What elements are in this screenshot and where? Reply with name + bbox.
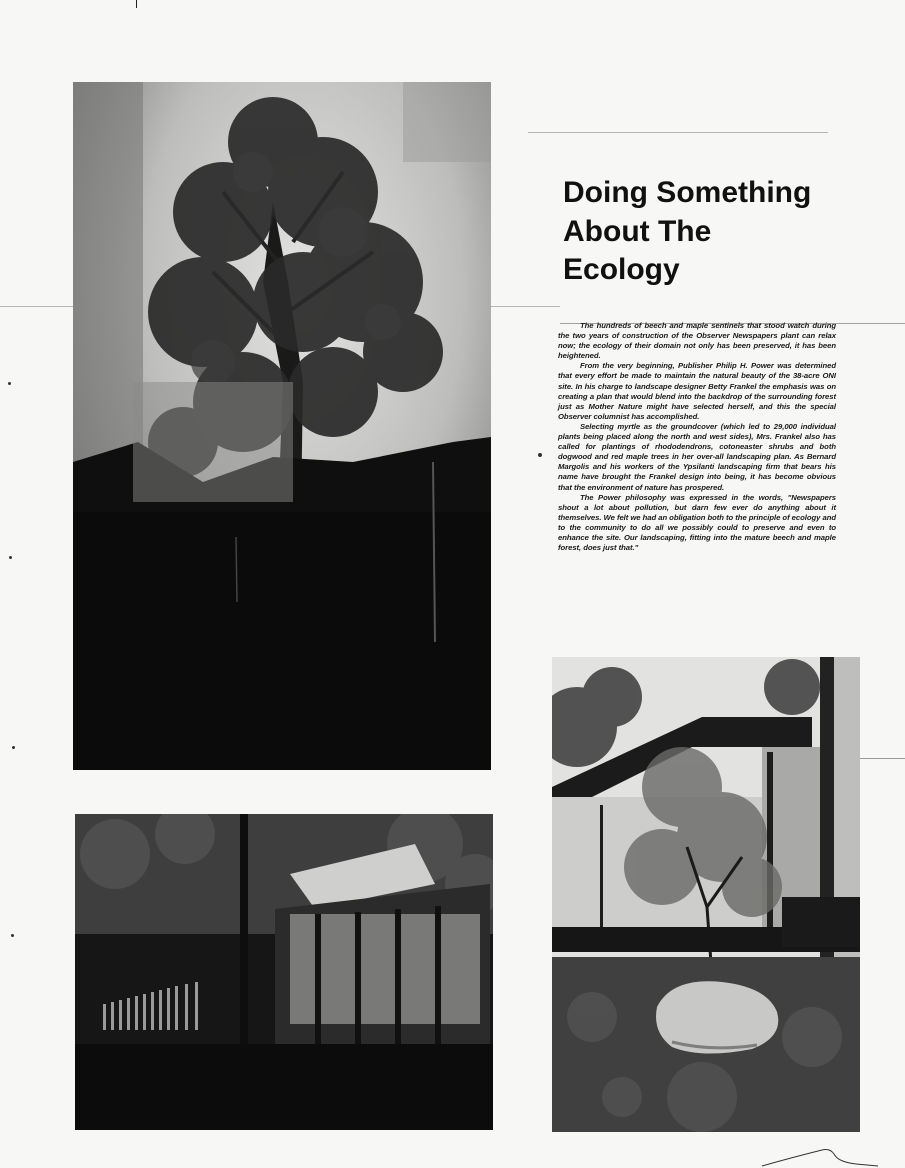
scan-speck [12, 746, 15, 749]
scan-line [528, 132, 828, 133]
scan-speck [11, 934, 14, 937]
scan-mark [136, 0, 137, 8]
scan-squiggle [760, 1146, 880, 1168]
article-paragraph: Selecting myrtle as the groundcover (which led to 29,000 individual plants being placed along the north and west sides), Mrs. Frankel also has called for plantings of rhododendrons, cotoneaster shrubs and both dogwood and red maple trees in her over-all landscaping plan. As Bernard Margolis and his workers of the Ypsilanti landscaping firm that bears his name have brought the Frankel design into being, it has become obvious that the environment of nature has prospered. [558, 421, 836, 492]
scan-speck [9, 556, 12, 559]
scan-line [860, 758, 905, 759]
article-paragraph: The hundreds of beech and maple sentinels that stood watch during the two years of construction of the Observer Newspapers plant can relax now; the ecology of their domain not only has been preserved, it has been heightened. [558, 321, 836, 361]
headline-line: Ecology [563, 253, 680, 286]
scan-speck [538, 453, 542, 457]
article-headline [563, 174, 883, 290]
headline-line: About The [563, 214, 712, 248]
tree-and-building-photo [73, 82, 491, 770]
article-paragraph: The Power philosophy was expressed in the words, "Newspapers shout a lot about pollution, but darn few ever do anything about it themselves. We felt we had an obligation both to the principle of ecology and to the community to do all we possibly could to preserve and even to enhance the site. Our landscaping, fitting into the mature beech and maple forest, does just that." [558, 492, 836, 553]
building-colonnade-photo [75, 814, 493, 1130]
headline-line: Doing Something [563, 176, 812, 209]
dogwood-and-boulder-photo [552, 657, 860, 1132]
scan-speck [8, 382, 11, 385]
article-body [558, 321, 836, 553]
article-paragraph: From the very beginning, Publisher Philip H. Power was determined that every effort be made to maintain the natural beauty of the 38-acre ONI site. In his charge to landscape designer Betty Frankel the emphasis was on creating a plan that would blend into the backdrop of the surrounding forest just as Mother Nature might have selected herself, and this the special Observer columnist has accomplished. [558, 361, 836, 421]
